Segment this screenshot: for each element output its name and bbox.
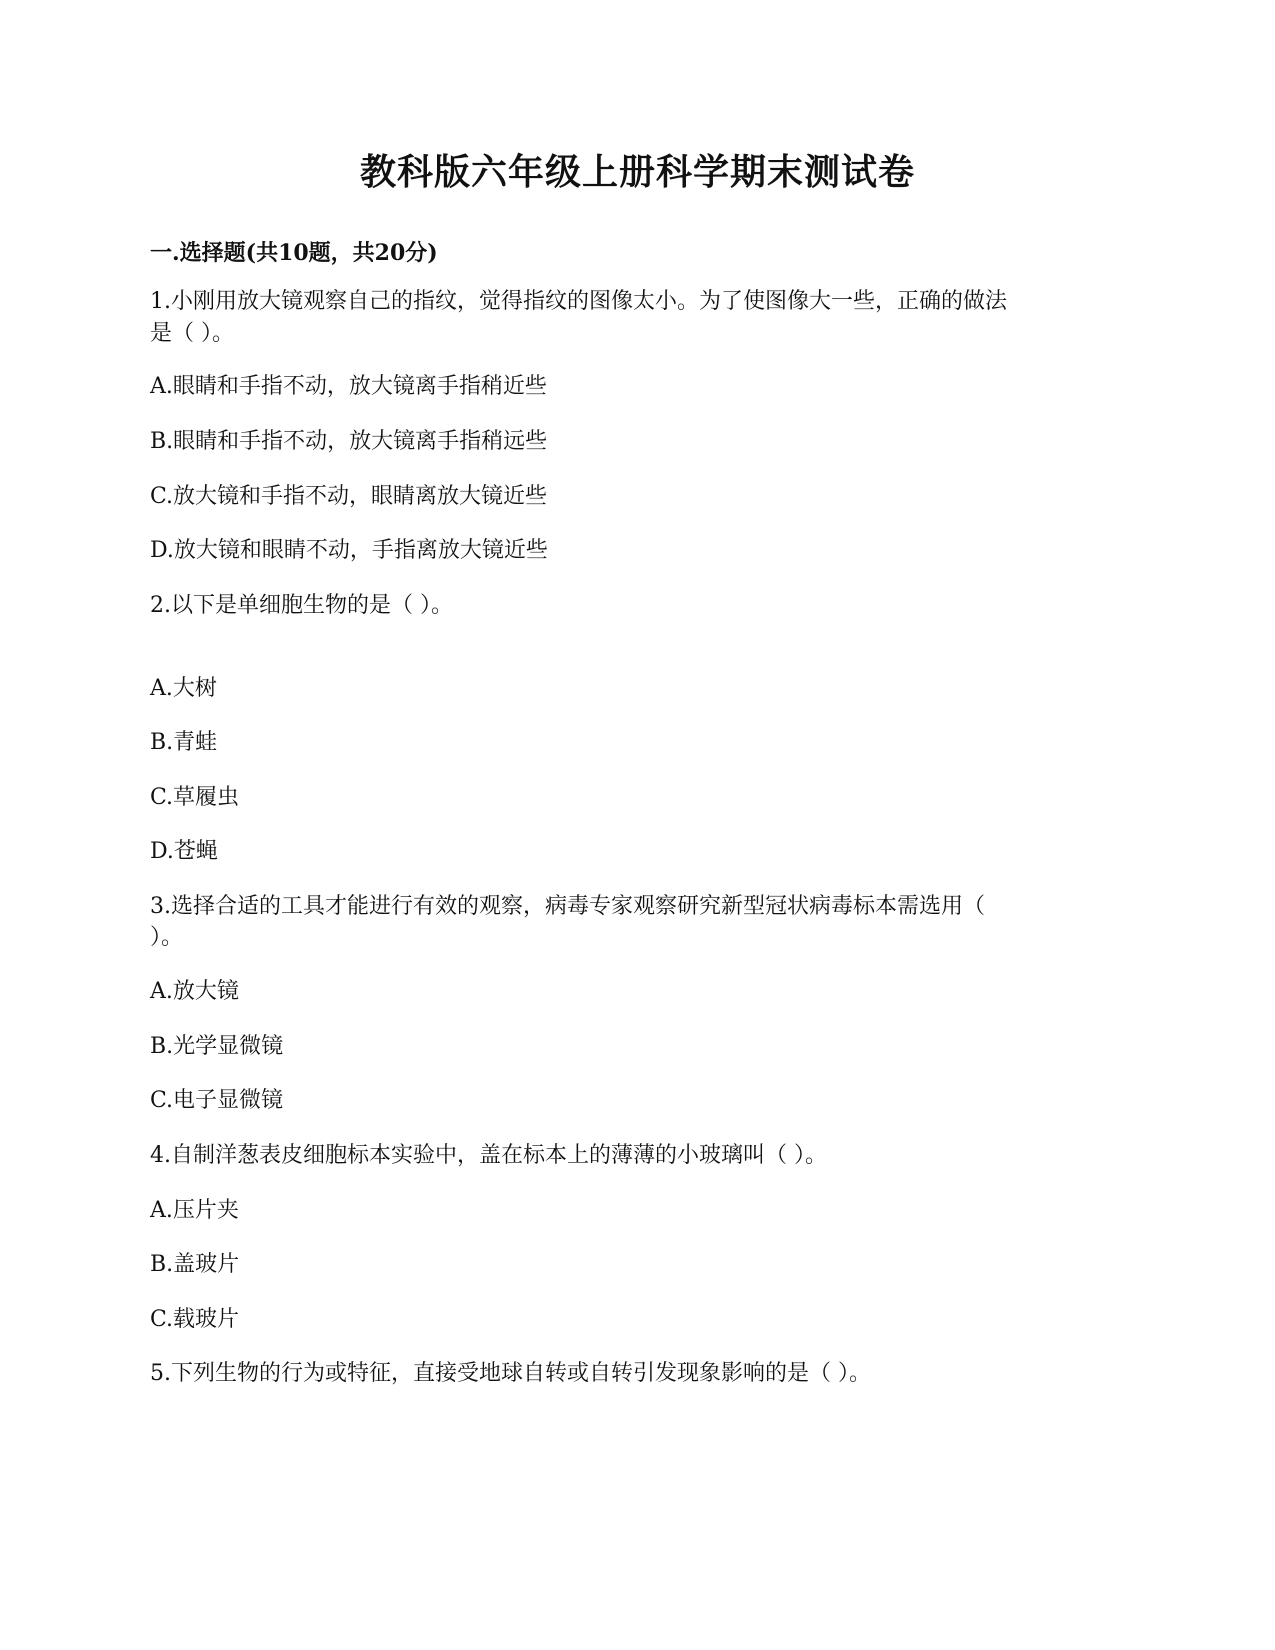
question-3-stem-line-2: ）。	[150, 925, 184, 950]
question-3-option-b: B.光学显微镜	[150, 1034, 284, 1059]
question-3-stem-line-1: 3.选择合适的工具才能进行有效的观察，病毒专家观察研究新型冠状病毒标本需选用（	[150, 894, 985, 919]
question-5-stem: 5.下列生物的行为或特征，直接受地球自转或自转引发现象影响的是（ ）。	[150, 1361, 871, 1386]
question-1-option-a: A.眼睛和手指不动，放大镜离手指稍近些	[150, 374, 547, 399]
question-1-stem-line-2: 是（ ）。	[150, 321, 234, 346]
question-4-option-c: C.载玻片	[150, 1307, 240, 1332]
question-2-option-d: D.苍蝇	[150, 839, 218, 864]
section-heading: 一.选择题(共10题，共20分)	[150, 240, 438, 266]
question-1-stem-line-1: 1.小刚用放大镜观察自己的指纹，觉得指纹的图像太小。为了使图像大一些，正确的做法	[150, 289, 1007, 314]
document-title: 教科版六年级上册科学期末测试卷	[359, 151, 915, 193]
question-1-option-b: B.眼睛和手指不动，放大镜离手指稍远些	[150, 429, 548, 454]
question-2-option-c: C.草履虫	[150, 785, 240, 810]
question-4-option-a: A.压片夹	[150, 1198, 239, 1223]
question-4-stem: 4.自制洋葱表皮细胞标本实验中，盖在标本上的薄薄的小玻璃叫（ ）。	[150, 1143, 827, 1168]
question-2-stem: 2.以下是单细胞生物的是（ ）。	[150, 593, 453, 618]
question-4-option-b: B.盖玻片	[150, 1252, 240, 1277]
question-3-option-c: C.电子显微镜	[150, 1088, 284, 1113]
question-1-option-d: D.放大镜和眼睛不动，手指离放大镜近些	[150, 538, 548, 563]
question-3-option-a: A.放大镜	[150, 979, 239, 1004]
question-2-option-b: B.青蛙	[150, 730, 218, 755]
question-2-option-a: A.大树	[150, 676, 217, 701]
question-1-option-c: C.放大镜和手指不动，眼睛离放大镜近些	[150, 484, 548, 509]
